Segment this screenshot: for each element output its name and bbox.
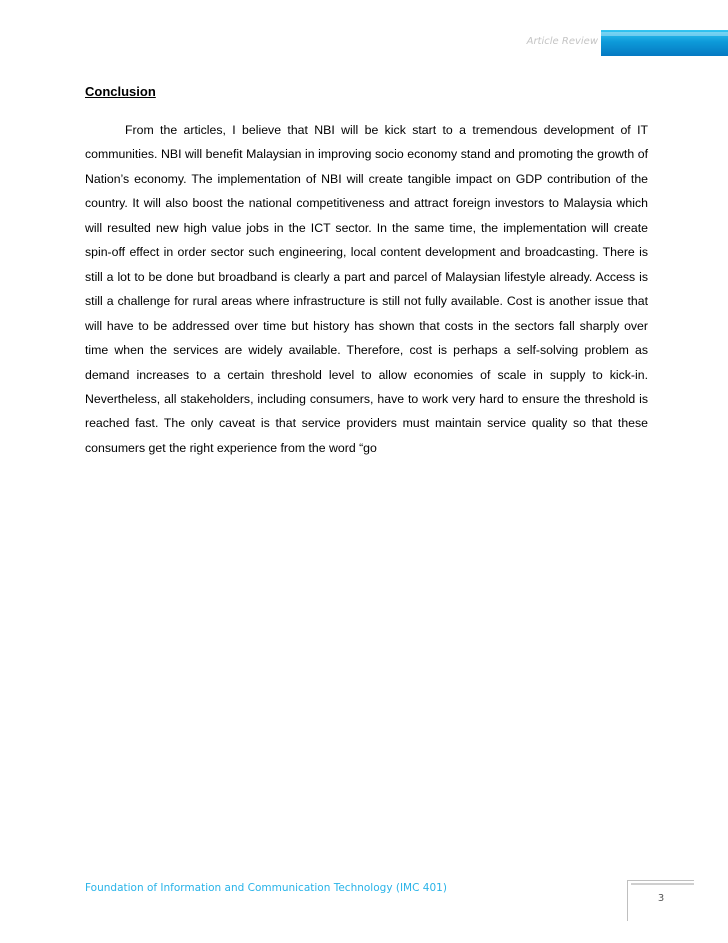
- footer-course-title: Foundation of Information and Communication Technology (IMC 401): [85, 882, 447, 894]
- body-paragraph: From the articles, I believe that NBI will be kick start to a tremendous development of IT communities. NBI will benefit Malaysian in improving socio economy stand and promoting the growth of Nation’s economy. The implementation of NBI will create tangible impact on GDP contribution of the country. It will also boost the national competitiveness and attract foreign investors to Malaysia which will resulted new high value jobs in the ICT sector. In the same time, the implementation will create spin-off effect in order sector such engineering, local content development and broadcasting. There is still a lot to be done but broadband is clearly a part and parcel of Malaysian lifestyle already. Access is still a challenge for rural areas where infrastructure is still not fully available. Cost is another issue that will have to be addressed over time but history has shown that costs in the sectors fall sharply over time when the services are widely available. Therefore, cost is perhaps a self-solving problem as demand increases to a certain threshold level to allow economies of scale in supply to kick-in. Nevertheless, all stakeholders, including consumers, have to work very hard to ensure the threshold is reached fast. The only caveat is that service providers must maintain service quality so that these consumers get the right experience from the word “go: [85, 123, 648, 455]
- page-number: 3: [657, 893, 665, 904]
- header-label: Article Review: [526, 36, 598, 47]
- section-heading: Conclusion: [85, 84, 156, 99]
- page-box-rule: [631, 883, 694, 885]
- page-number-box: [627, 880, 694, 921]
- header-accent-bar: [601, 30, 728, 56]
